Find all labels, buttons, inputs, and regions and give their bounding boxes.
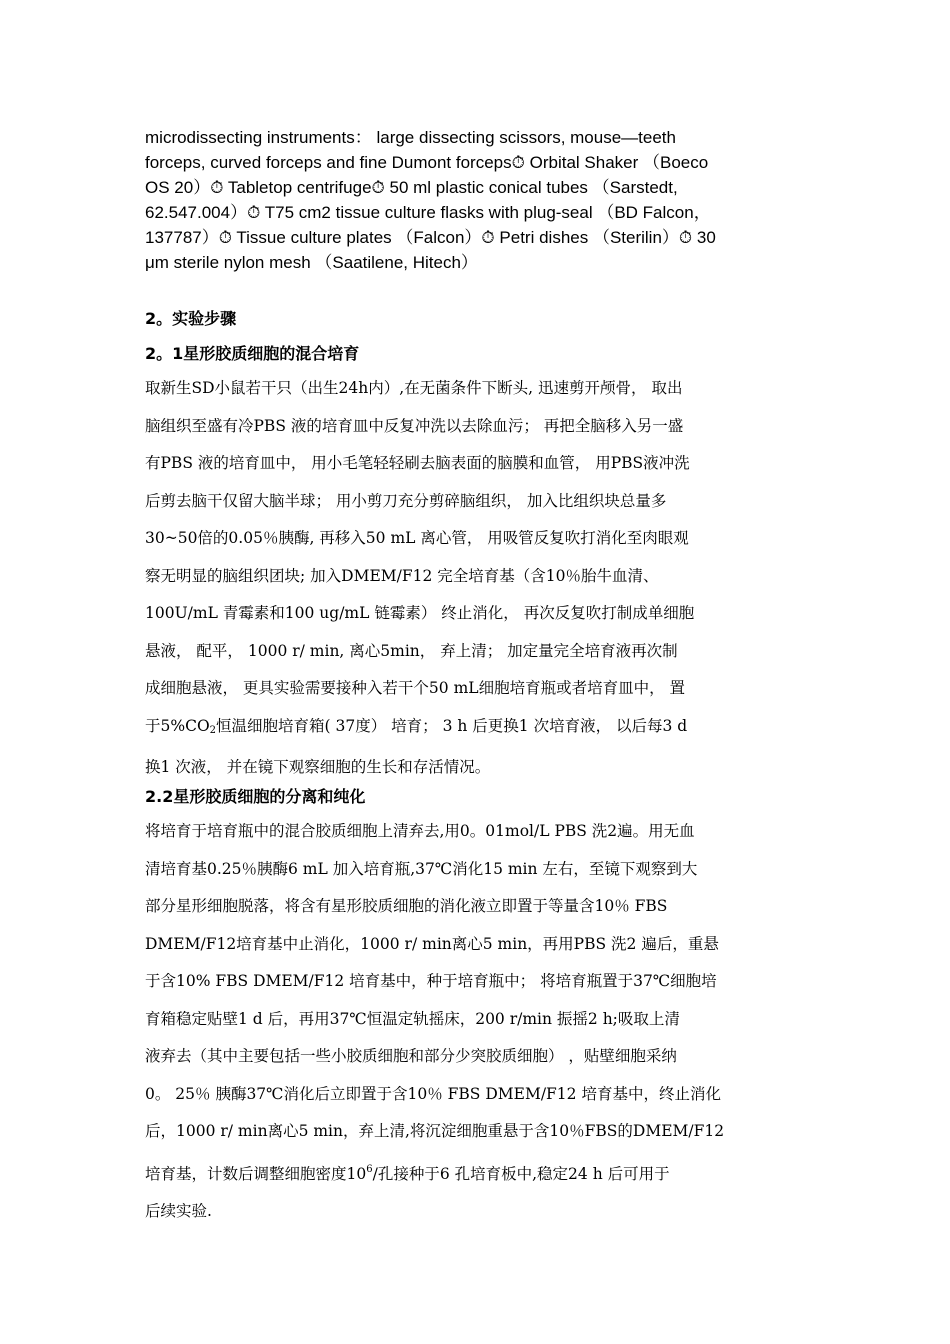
subsection-heading-separation-purification: 2.2星形胶质细胞的分离和纯化 xyxy=(145,787,366,806)
materials-line: OS 20）⏱ Tabletop centrifuge⏱ 50 ml plastic conical tubes （Sarstedt, xyxy=(145,178,678,197)
text-run: 恒温细胞培育箱( 37度） 培育； 3 h 后更换1 次培育液， 以后每3 d xyxy=(216,716,688,735)
materials-list xyxy=(145,125,825,275)
materials-line: μm sterile nylon mesh （Saatilene, Hitech） xyxy=(145,253,478,272)
paragraph-line: 有PBS 液的培育皿中， 用小毛笔轻轻刷去脑表面的脑膜和血管， 用PBS液冲洗 xyxy=(145,454,690,472)
paragraph-line: 后剪去脑干仅留大脑半球； 用小剪刀充分剪碎脑组织， 加入比组织块总量多 xyxy=(145,491,667,510)
text-run: 于5%CO xyxy=(145,716,210,735)
paragraph-line xyxy=(145,708,815,750)
paragraph-line: 后，1000 r/ min离心5 min，弃上清,将沉淀细胞重悬于含10％FBS的DMEM/F12 xyxy=(145,1122,725,1140)
materials-line: microdissecting instruments： large dissecting scissors, mouse—teeth xyxy=(145,128,676,147)
section-heading-experiment-steps: 2。实验步骤 xyxy=(145,309,237,328)
paragraph-line: 脑组织至盛有冷PBS 液的培育皿中反复冲洗以去除血污； 再把全脑移入另一盛 xyxy=(145,416,684,435)
paragraph-line: 换1 次液， 并在镜下观察细胞的生长和存活情况。 xyxy=(145,758,491,776)
paragraph-line: 于含10% FBS DMEM/F12 培育基中，种于培育瓶中； 将培育瓶置于37℃细胞培 xyxy=(145,972,717,990)
paragraph-line: 0。 25％ 胰酶37℃消化后立即置于含10％ FBS DMEM/F12 培育基中，终止消化 xyxy=(145,1084,721,1103)
paragraph-line: 100U/mL 青霉素和100 ug/mL 链霉素） 终止消化， 再次反复吹打制成单细胞 xyxy=(145,604,695,622)
paragraph-line: 将培育于培育瓶中的混合胶质细胞上清弃去,用0。01mol/L PBS 洗2遍。用无血 xyxy=(145,822,695,840)
paragraph-line: 成细胞悬液， 更具实验需要接种入若干个50 mL细胞培育瓶或者培育皿中， 置 xyxy=(145,679,685,697)
paragraph-line: 30~50倍的0.05％胰酶, 再移入50 mL 离心管， 用吸管反复吹打消化至肉眼观 xyxy=(145,529,689,547)
superscript: 6 xyxy=(366,1163,373,1175)
subsection-heading-mixed-culture: 2。1星形胶质细胞的混合培育 xyxy=(145,344,360,363)
paragraph-line: 液弃去（其中主要包括一些小胶质细胞和部分少突胶质细胞） ，贴壁细胞采纳 xyxy=(145,1047,677,1065)
paragraph-line xyxy=(145,1151,815,1194)
paragraph-line: 清培育基0.25％胰酶6 mL 加入培育瓶,37℃消化15 min 左右，至镜下观察到大 xyxy=(145,859,698,878)
text-run: /孔接种于6 孔培育板中,稳定24 h 后可用于 xyxy=(372,1164,670,1183)
paragraph-separation-purification xyxy=(145,813,815,1231)
text-run: 培育基，计数后调整细胞密度10 xyxy=(145,1164,367,1183)
paragraph-line: 后续实验. xyxy=(145,1202,212,1220)
paragraph-mixed-culture xyxy=(145,370,815,787)
paragraph-line: 取新生SD小鼠若干只（出生24h内）,在无菌条件下断头, 迅速剪开颅骨， 取出 xyxy=(145,379,683,397)
materials-line: 137787）⏱ Tissue culture plates （Falcon）⏱ Petri dishes （Sterilin）⏱ 30 xyxy=(145,228,716,247)
paragraph-line: DMEM/F12培育基中止消化，1000 r/ min离心5 min，再用PBS 洗2 遍后，重悬 xyxy=(145,934,719,953)
materials-line: 62.547.004）⏱ T75 cm2 tissue culture flasks with plug-seal （BD Falcon， xyxy=(145,203,711,222)
paragraph-line: 察无明显的脑组织团块; 加入DMEM/F12 完全培育基（含10％胎牛血清、 xyxy=(145,566,659,585)
paragraph-line: 部分星形细胞脱落，将含有星形胶质细胞的消化液立即置于等量含10％ FBS xyxy=(145,897,668,915)
paragraph-line: 悬液， 配平， 1000 r/ min, 离心5min， 弃上清； 加定量完全培育液再次制 xyxy=(145,641,678,660)
paragraph-line: 育箱稳定贴壁1 d 后，再用37℃恒温定轨摇床，200 r/min 振摇2 h;吸取上清 xyxy=(145,1009,680,1028)
subscript: 2 xyxy=(209,724,217,736)
materials-line: forceps, curved forceps and fine Dumont forceps⏱ Orbital Shaker （Boeco xyxy=(145,153,709,172)
